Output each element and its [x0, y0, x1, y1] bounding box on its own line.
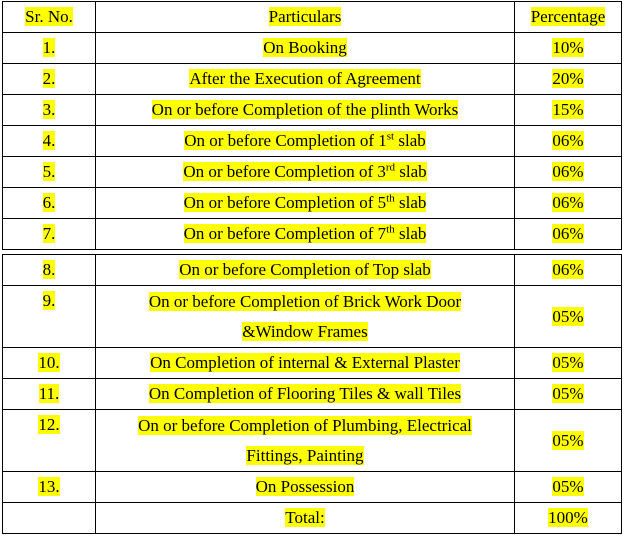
total-percentage-cell — [515, 503, 622, 534]
particulars-cell — [96, 410, 515, 472]
sr-no: 11. — [38, 384, 60, 403]
total-sr-cell — [3, 503, 96, 534]
percentage-value: 05% — [552, 430, 584, 450]
particulars-tail: slab — [394, 131, 426, 150]
particulars-main: On or before Completion of 7 — [183, 224, 387, 243]
percentage-cell — [515, 33, 622, 64]
table-row — [3, 157, 622, 188]
particulars-main: On Booking — [263, 38, 347, 57]
percentage-value: 20% — [552, 69, 584, 88]
percentage-cell — [515, 188, 622, 219]
particulars-line-2: &Window Frames — [242, 321, 368, 341]
sr-no: 10. — [38, 353, 60, 372]
table-row — [3, 33, 622, 64]
table-row — [3, 410, 622, 472]
total-label-cell — [96, 503, 515, 534]
rows-part-2 — [3, 255, 622, 503]
particulars-cell — [96, 219, 515, 250]
particulars-cell — [96, 157, 515, 188]
percentage-cell — [515, 379, 622, 410]
percentage-value: 05% — [552, 306, 584, 326]
sr-no-cell — [3, 64, 96, 95]
sr-no-cell — [3, 188, 96, 219]
particulars-tail: slab — [394, 193, 427, 212]
particulars-cell — [96, 188, 515, 219]
total-label: Total: — [285, 508, 325, 527]
particulars-text — [184, 193, 427, 212]
percentage-value: 06% — [552, 162, 584, 181]
table-row — [3, 95, 622, 126]
sr-no-cell — [3, 472, 96, 503]
table-row — [3, 379, 622, 410]
table-row — [3, 126, 622, 157]
percentage-cell — [515, 255, 622, 286]
particulars-main: After the Execution of Agreement — [189, 69, 421, 88]
percentage-value: 10% — [552, 38, 584, 57]
particulars-line-1: On or before Completion of Top slab — [179, 260, 431, 279]
particulars-tail: slab — [394, 224, 427, 243]
ordinal-suffix: st — [386, 130, 395, 143]
ordinal-suffix: th — [386, 223, 395, 236]
percentage-value: 05% — [552, 384, 584, 403]
particulars-cell — [96, 472, 515, 503]
ordinal-suffix: th — [386, 192, 395, 205]
table-row — [3, 286, 622, 348]
particulars-line-1: On or before Completion of Plumbing, Electrical — [138, 415, 472, 435]
particulars-cell — [96, 126, 515, 157]
percentage-value: 05% — [552, 353, 584, 372]
percentage-cell — [515, 95, 622, 126]
particulars-cell — [96, 33, 515, 64]
particulars-text — [184, 224, 427, 243]
header-sr-no: Sr. No. — [3, 2, 96, 33]
table-row — [3, 348, 622, 379]
sr-no-cell — [3, 379, 96, 410]
sr-no-cell — [3, 410, 96, 472]
percentage-value: 06% — [552, 260, 584, 279]
table-row — [3, 472, 622, 503]
sr-no-cell — [3, 157, 96, 188]
header-particulars: Particulars — [96, 2, 515, 33]
particulars-line-1: On Completion of Flooring Tiles & wall Tiles — [148, 384, 462, 403]
particulars-main: On or before Completion of 3 — [183, 162, 386, 181]
particulars-line-1: On Possession — [255, 477, 355, 496]
payment-schedule-table-part-2 — [2, 254, 622, 534]
table-row — [3, 219, 622, 250]
percentage-cell — [515, 348, 622, 379]
particulars-main: On or before Completion of 5 — [183, 193, 387, 212]
sr-no-cell — [3, 255, 96, 286]
particulars-text — [152, 100, 459, 119]
particulars-text — [189, 69, 420, 88]
sr-no: 7. — [42, 224, 56, 243]
particulars-cell — [96, 286, 515, 348]
percentage-value: 05% — [552, 477, 584, 496]
total-row — [3, 503, 622, 534]
table-row — [3, 188, 622, 219]
particulars-main: On or before Completion of the plinth Works — [151, 100, 459, 119]
header-row — [3, 2, 622, 33]
sr-no: 13. — [38, 477, 60, 496]
percentage-cell — [515, 472, 622, 503]
sr-no-cell — [3, 33, 96, 64]
percentage-cell — [515, 410, 622, 472]
table-row — [3, 64, 622, 95]
percentage-value: 06% — [552, 193, 584, 212]
percentage-cell — [515, 157, 622, 188]
sr-no: 6. — [42, 193, 56, 212]
particulars-cell — [96, 255, 515, 286]
particulars-cell — [96, 379, 515, 410]
sr-no-cell — [3, 286, 96, 348]
particulars-cell — [96, 95, 515, 126]
header-percentage: Percentage — [515, 2, 622, 33]
sr-no: 3. — [42, 100, 56, 119]
sr-no-cell — [3, 95, 96, 126]
sr-no: 4. — [42, 131, 56, 150]
percentage-value: 06% — [552, 131, 584, 150]
particulars-main: On or before Completion of 1 — [184, 131, 387, 150]
sr-no: 1. — [42, 38, 56, 57]
particulars-cell — [96, 348, 515, 379]
table-row — [3, 255, 622, 286]
sr-no-cell — [3, 348, 96, 379]
particulars-text — [183, 162, 426, 181]
payment-schedule-table-part-1 — [2, 1, 622, 250]
sr-no-cell — [3, 126, 96, 157]
percentage-cell — [515, 219, 622, 250]
sr-no-cell — [3, 219, 96, 250]
particulars-line-1: On Completion of internal & External Plaster — [150, 353, 460, 372]
percentage-value: 15% — [552, 100, 584, 119]
sr-no: 9. — [42, 291, 56, 310]
sr-no: 12. — [38, 415, 60, 434]
particulars-cell — [96, 64, 515, 95]
percentage-value: 06% — [552, 224, 584, 243]
particulars-line-2: Fittings, Painting — [246, 445, 364, 465]
percentage-cell — [515, 286, 622, 348]
percentage-cell — [515, 64, 622, 95]
particulars-line-1: On or before Completion of Brick Work Door — [148, 291, 462, 311]
total-percentage: 100% — [548, 508, 588, 527]
sr-no: 2. — [42, 69, 56, 88]
ordinal-suffix: rd — [385, 161, 396, 174]
rows-part-1 — [3, 33, 622, 250]
percentage-cell — [515, 126, 622, 157]
sr-no: 5. — [42, 162, 56, 181]
particulars-text — [184, 131, 426, 150]
particulars-tail: slab — [395, 162, 427, 181]
sr-no: 8. — [42, 260, 56, 279]
particulars-text — [263, 38, 347, 57]
